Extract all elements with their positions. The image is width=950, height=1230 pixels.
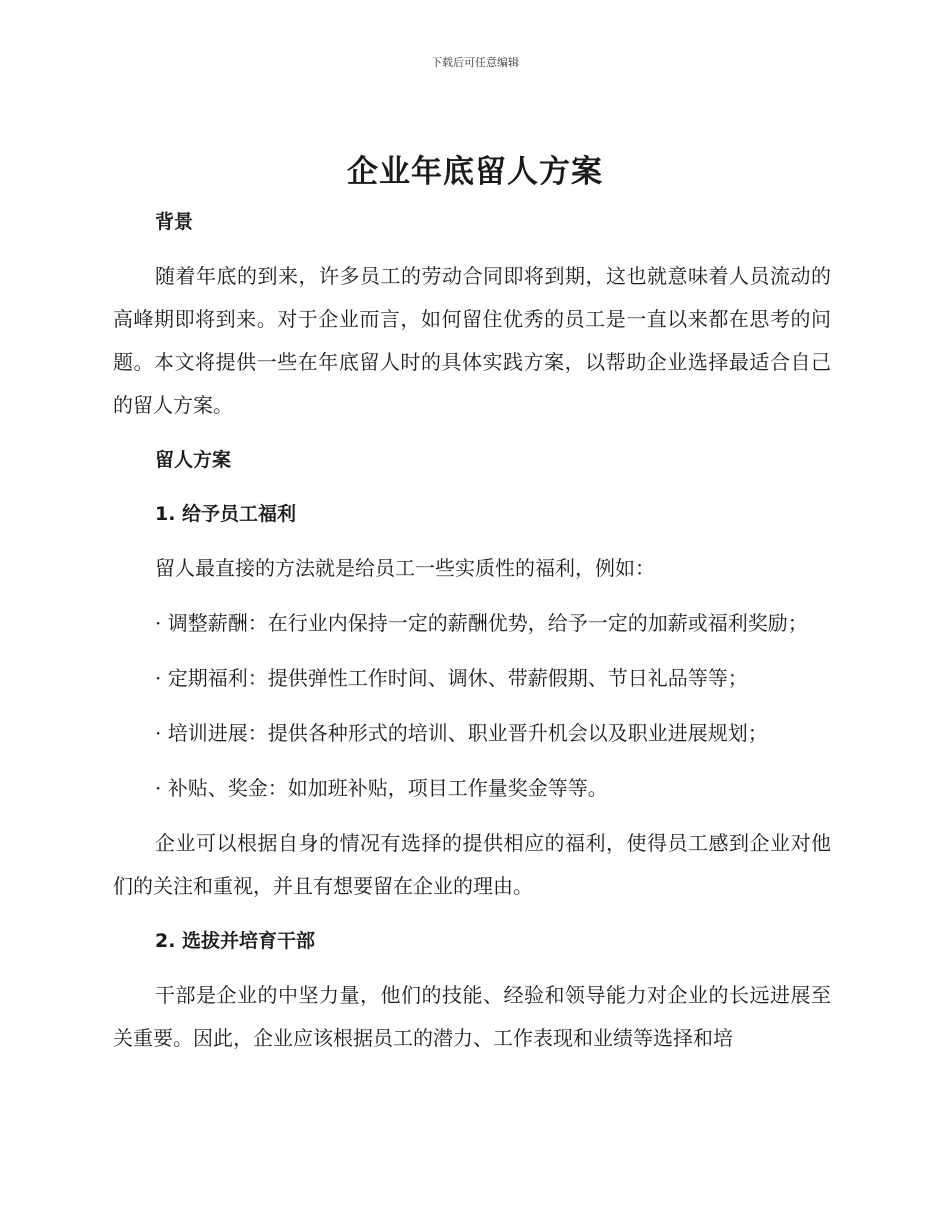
bullet-item: · 调整薪酬：在行业内保持一定的薪酬优势，给予一定的加薪或福利奖励；	[155, 611, 808, 635]
item-1-intro: 留人最直接的方法就是给员工一些实质性的福利，例如：	[155, 556, 655, 580]
document-body	[113, 201, 831, 1072]
bullet-item: · 培训进展：提供各种形式的培训、职业晋升机会以及职业进展规划；	[155, 721, 768, 745]
subheading-item-2: 2. 选拔并培育干部	[155, 930, 316, 952]
background-paragraph: 随着年底的到来，许多员工的劳动合同即将到期，这也就意味着人员流动的高峰期即将到来。对于企业而言，如何留住优秀的员工是一直以来都在思考的问题。本文将提供一些在年底留人时的具体实践方案，以帮助企业选择最适合自己的留人方案。	[113, 264, 831, 417]
document-title: 企业年底留人方案	[347, 154, 603, 190]
item-2-paragraph: 干部是企业的中坚力量，他们的技能、经验和领导能力对企业的长远进展至关重要。因此，企业应该根据员工的潜力、工作表现和业绩等选择和培	[113, 983, 831, 1050]
section-heading-background: 背景	[155, 211, 194, 233]
section-heading-plan: 留人方案	[155, 449, 232, 471]
bullet-item: · 补贴、奖金：如加班补贴，项目工作量奖金等等。	[155, 776, 608, 800]
subheading-item-1: 1. 给予员工福利	[155, 503, 297, 525]
bullet-item: · 定期福利：提供弹性工作时间、调休、带薪假期、节日礼品等等；	[155, 666, 748, 690]
header-note: 下载后可任意编辑	[431, 56, 519, 69]
item-1-summary: 企业可以根据自身的情况有选择的提供相应的福利，使得员工感到企业对他们的关注和重视，并且有想要留在企业的理由。	[113, 831, 831, 898]
